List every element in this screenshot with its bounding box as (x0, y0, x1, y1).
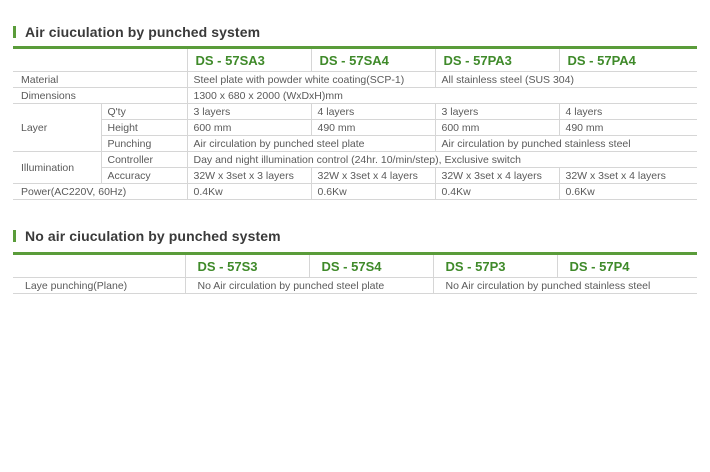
accuracy-value: 32W x 3set x 4 layers (435, 168, 559, 184)
section-marker (13, 26, 16, 38)
row-label-material: Material (13, 72, 187, 88)
qty-value: 3 layers (435, 104, 559, 120)
model-header: DS - 57SA3 (187, 49, 311, 72)
height-value: 600 mm (187, 120, 311, 136)
sub-label-controller: Controller (101, 152, 187, 168)
table-row (13, 104, 697, 120)
model-header: DS - 57PA3 (435, 49, 559, 72)
table-row (13, 120, 697, 136)
power-value: 0.6Kw (559, 184, 697, 200)
section-marker (13, 230, 16, 242)
qty-value: 3 layers (187, 104, 311, 120)
spec-table-2 (13, 252, 697, 294)
header-blank (13, 49, 187, 72)
table-row (13, 168, 697, 184)
model-header: DS - 57PA4 (559, 49, 697, 72)
table-row (13, 152, 697, 168)
header-blank (13, 255, 185, 278)
row-label-layer: Layer (13, 104, 101, 152)
table-header-row (13, 49, 697, 72)
material-steel: Steel plate with powder white coating(SCP-1) (187, 72, 435, 88)
model-header: DS - 57P4 (557, 255, 697, 278)
controller-value: Day and night illumination control (24hr. 10/min/step), Exclusive switch (187, 152, 697, 168)
table-row (13, 72, 697, 88)
spec-table-1 (13, 46, 697, 200)
model-header: DS - 57SA4 (311, 49, 435, 72)
power-value: 0.4Kw (187, 184, 311, 200)
section2-heading (13, 228, 281, 244)
table-row (13, 88, 697, 104)
table-header-row (13, 255, 697, 278)
section1-heading (13, 24, 260, 40)
height-value: 600 mm (435, 120, 559, 136)
qty-value: 4 layers (559, 104, 697, 120)
row-label-power: Power(AC220V, 60Hz) (13, 184, 187, 200)
height-value: 490 mm (311, 120, 435, 136)
sub-label-height: Height (101, 120, 187, 136)
dimensions-value: 1300 x 680 x 2000 (WxDxH)mm (187, 88, 697, 104)
table-row (13, 184, 697, 200)
punching-stainless: Air circulation by punched stainless steel (435, 136, 697, 152)
model-header: DS - 57P3 (433, 255, 557, 278)
material-stainless: All stainless steel (SUS 304) (435, 72, 697, 88)
sub-label-qty: Q'ty (101, 104, 187, 120)
height-value: 490 mm (559, 120, 697, 136)
power-value: 0.6Kw (311, 184, 435, 200)
row-label-dimensions: Dimensions (13, 88, 187, 104)
qty-value: 4 layers (311, 104, 435, 120)
table-row (13, 278, 697, 294)
table-row (13, 136, 697, 152)
row-label-punching-plane: Laye punching(Plane) (13, 278, 185, 294)
accuracy-value: 32W x 3set x 4 layers (559, 168, 697, 184)
accuracy-value: 32W x 3set x 4 layers (311, 168, 435, 184)
power-value: 0.4Kw (435, 184, 559, 200)
model-header: DS - 57S4 (309, 255, 433, 278)
accuracy-value: 32W x 3set x 3 layers (187, 168, 311, 184)
row-label-illumination: Illumination (13, 152, 101, 184)
model-header: DS - 57S3 (185, 255, 309, 278)
no-air-steel: No Air circulation by punched steel plate (185, 278, 433, 294)
punching-steel: Air circulation by punched steel plate (187, 136, 435, 152)
section1-title: Air ciuculation by punched system (25, 24, 261, 40)
no-air-stainless: No Air circulation by punched stainless steel (433, 278, 697, 294)
sub-label-punching: Punching (101, 136, 187, 152)
section2-title: No air ciuculation by punched system (25, 228, 281, 244)
sub-label-accuracy: Accuracy (101, 168, 187, 184)
